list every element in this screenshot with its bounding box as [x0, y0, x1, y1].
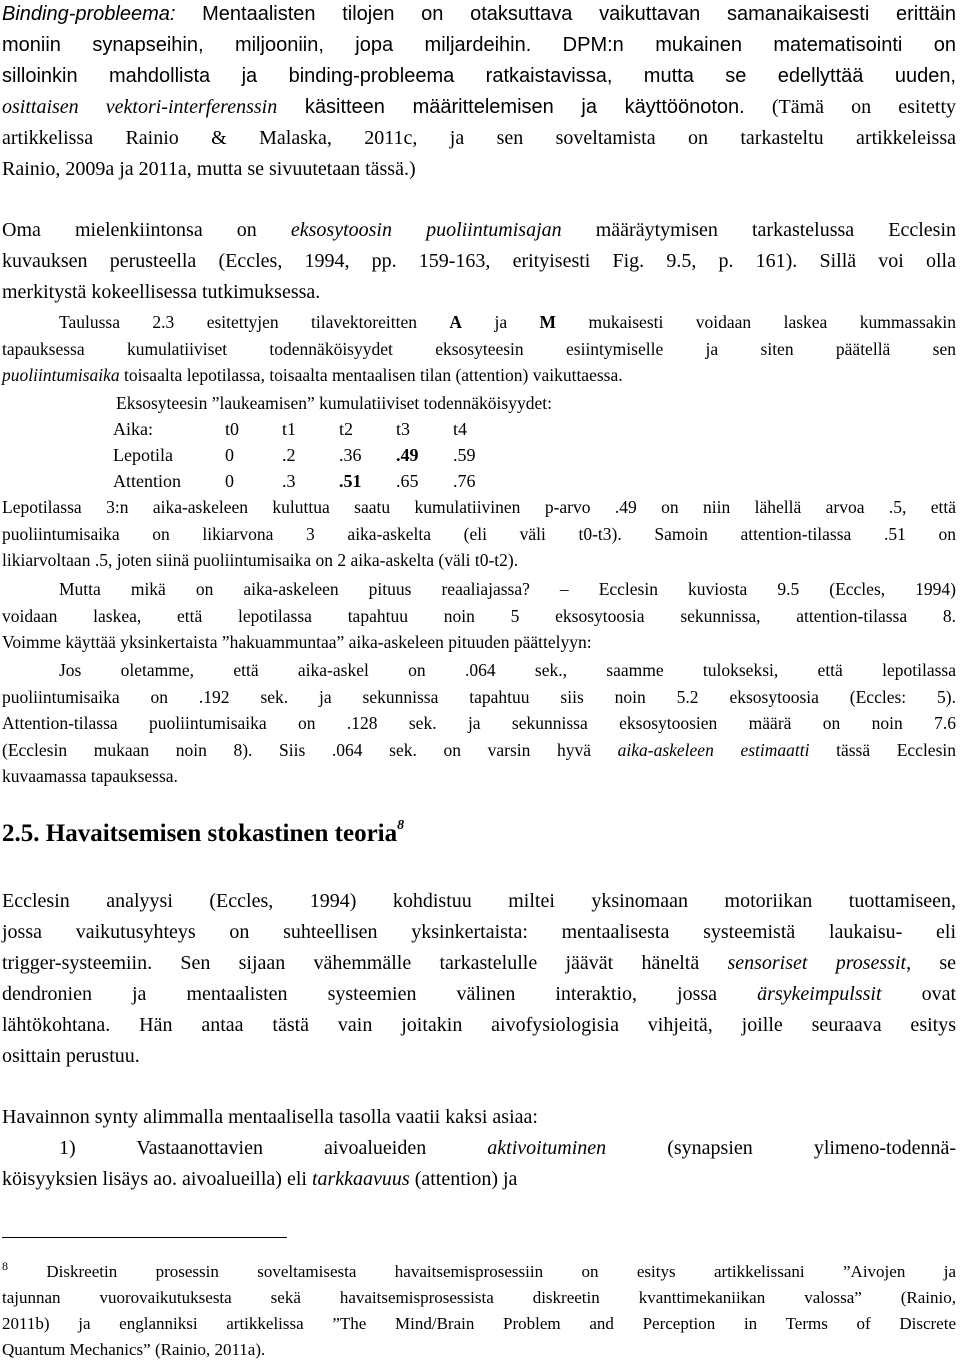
footnote	[2, 1253, 956, 1363]
text-line: dendronien ja mentaalisten systeemien välinen interaktio, jossa ärsykeimpulssit ovat	[2, 983, 956, 1005]
paragraph-eccles-analysis	[2, 886, 956, 1072]
table-cell: .2	[282, 445, 296, 465]
text-line: 1) Vastaanottavien aivoalueiden aktivoituminen (synapsien ylimeno-todennä-	[59, 1137, 956, 1159]
table-cell: t2	[339, 419, 354, 439]
text-line: merkitystä kokeellisessa tutkimuksessa.	[2, 281, 321, 303]
text-line: Voimme käyttää yksinkertaista ”hakuammuntaa” aika-askeleen pituuden päättelyyn:	[2, 632, 592, 652]
text-line: silloinkin mahdollista ja binding-probleema ratkaistavissa, mutta se edellyttää uuden,	[2, 65, 956, 87]
text-line: trigger-systeemiin. Sen sijaan vähemmälle tarkastelulle jäävät häneltä sensoriset prosessit, se	[2, 952, 956, 974]
paragraph-exocytosis	[2, 215, 956, 308]
text-line: Oma mielenkiintonsa on eksosytoosin puoliintumisajan määräytymisen tarkastelussa Ecclesin	[2, 219, 956, 241]
text-line: Rainio, 2009a ja 2011a, mutta se sivuutetaan tässä.)	[2, 158, 416, 180]
text-line: Binding-probleema: Mentaalisten tilojen on otaksuttava vaikuttavan samanaikaisesti erittäin	[2, 3, 956, 25]
table-cell: t3	[396, 419, 411, 439]
text-line: Attention-tilassa puoliintumisaika on .128 sek. ja sekunnissa eksosytoosien määrä on noin 7.6	[2, 713, 956, 733]
paragraph-time-step	[2, 576, 956, 656]
paragraph-half-life	[2, 494, 956, 574]
text-line: voidaan laskea, että lepotilassa tapahtuu noin 5 eksosytoosia sekunnissa, attention-tilassa 8.	[2, 605, 956, 626]
paragraph-estimate	[2, 657, 956, 790]
text-line: moniin synapseihin, miljooniin, jopa miljardeihin. DPM:n mukainen matematisointi on	[2, 34, 956, 56]
text-line: artikkelissa Rainio & Malaska, 2011c, ja sen soveltamista on tarkasteltu artikkeleissa	[2, 127, 956, 149]
text-line: puoliintumisaika toisaalta lepotilassa, toisaalta mentaalisen tilan (attention) vaikuttaessa.	[2, 365, 623, 385]
table-row	[113, 442, 510, 468]
table-cell: 0	[225, 445, 234, 465]
table-header-row	[113, 416, 510, 442]
text-line: Ecclesin analyysi (Eccles, 1994) kohdistuu miltei yksinomaan motoriikan tuottamiseen,	[2, 890, 956, 912]
table-cell: Lepotila	[113, 445, 173, 465]
text-line: kuvaamassa tapauksessa.	[2, 766, 178, 786]
table-cell: .59	[453, 445, 476, 465]
text-line: puoliintumisaika on likiarvona 3 aika-askelta (eli väli t0-t3). Samoin attention-tilassa .51 on	[2, 523, 956, 544]
text-line: puoliintumisaika on .192 sek. ja sekunnissa tapahtuu siis noin 5.2 eksosytoosia (Eccles: 5).	[2, 686, 956, 707]
text-line: (Ecclesin mukaan noin 8). Siis .064 sek. on varsin hyvä aika-askeleen estimaatti tässä Ecclesin	[2, 739, 956, 760]
text-line: kuvauksen perusteella (Eccles, 1994, pp. 159-163, erityisesti Fig. 9.5, p. 161). Sillä voi olla	[2, 250, 956, 272]
text-line: 2011b) ja englanniksi artikkelissa ”The Mind/Brain Problem and Perception in Terms of Discrete	[2, 1314, 956, 1333]
text-line: Lepotilassa 3:n aika-askeleen kuluttua saatu kumulatiivinen p-arvo .49 on niin lähellä arvoa .5, että	[2, 497, 956, 517]
table-cell: 0	[225, 471, 234, 491]
table-cell: Aika:	[113, 419, 153, 439]
text-line: tapauksessa kumulatiiviset todennäköisyydet eksosyteesin esiintymiselle ja siten päätellä sen	[2, 338, 956, 359]
text-line: lähtökohtana. Hän antaa tästä vain joitakin aivofysiologisia vihjeitä, joille seuraava esitys	[2, 1014, 956, 1036]
table-cell: Attention	[113, 471, 181, 491]
footnote-reference: 8	[397, 818, 405, 833]
footnote-number: 8	[2, 1259, 8, 1273]
table-cell: .51	[339, 471, 362, 491]
text-line: Quantum Mechanics” (Rainio, 2011a).	[2, 1340, 266, 1359]
text-line: osittain perustuu.	[2, 1045, 140, 1067]
text-line: jossa vaikutusyhteys on suhteellisen yksinkertaista: mentaalisesta systeemistä laukaisu- eli	[2, 921, 956, 943]
text-line: Mutta mikä on aika-askeleen pituus reaaliajassa? – Ecclesin kuviosta 9.5 (Eccles, 1994)	[59, 579, 956, 599]
text-line: osittaisen vektori-interferenssin käsitteen määrittelemisen ja käyttöönoton. (Tämä on esitetty	[2, 96, 957, 118]
probability-table	[113, 416, 510, 494]
footnote-divider	[2, 1237, 287, 1238]
paragraph-perception	[2, 1102, 956, 1195]
paragraph-table-intro	[2, 309, 956, 416]
table-cell: t1	[282, 419, 297, 439]
section-heading: 2.5. Havaitsemisen stokastinen teoria$^8$	[2, 818, 405, 847]
text-line: Taulussa 2.3 esitettyjen tilavektoreitten A ja M mukaisesti voidaan laskea kummassakin	[59, 312, 956, 332]
text-line: likiarvoltaan .5, joten siinä puoliintumisaika on 2 aika-askelta (väli t0-t2).	[2, 550, 519, 570]
table-cell: .76	[453, 471, 476, 491]
table-cell: .65	[396, 471, 419, 491]
table-cell: t4	[453, 419, 468, 439]
text-line: Havainnon synty alimmalla mentaalisella tasolla vaatii kaksi asiaa:	[2, 1106, 538, 1128]
text-line: Jos oletamme, että aika-askel on .064 sek., saamme tulokseksi, että lepotilassa	[59, 660, 956, 680]
text-line: tajunnan vuorovaikutuksesta sekä havaitsemisprosessista diskreetin kvanttimekaniikan valossa” (Rainio,	[2, 1288, 956, 1307]
table-cell: .49	[396, 445, 419, 465]
table-row	[113, 468, 510, 494]
table-cell: .3	[282, 471, 296, 491]
paragraph-binding-problem	[2, 0, 956, 185]
text-line: Eksosyteesin ”laukeamisen” kumulatiiviset todennäköisyydet:	[116, 392, 552, 413]
text-line: köisyyksien lisäys ao. aivoalueilla) eli tarkkaavuus (attention) ja	[2, 1168, 518, 1190]
table-cell: t0	[225, 419, 240, 439]
table-cell: .36	[339, 445, 362, 465]
text-line: $^8$ Diskreetin prosessin soveltamisesta havaitsemisprosessiin on esitys artikkelissani ”Aivojen ja	[2, 1259, 956, 1281]
